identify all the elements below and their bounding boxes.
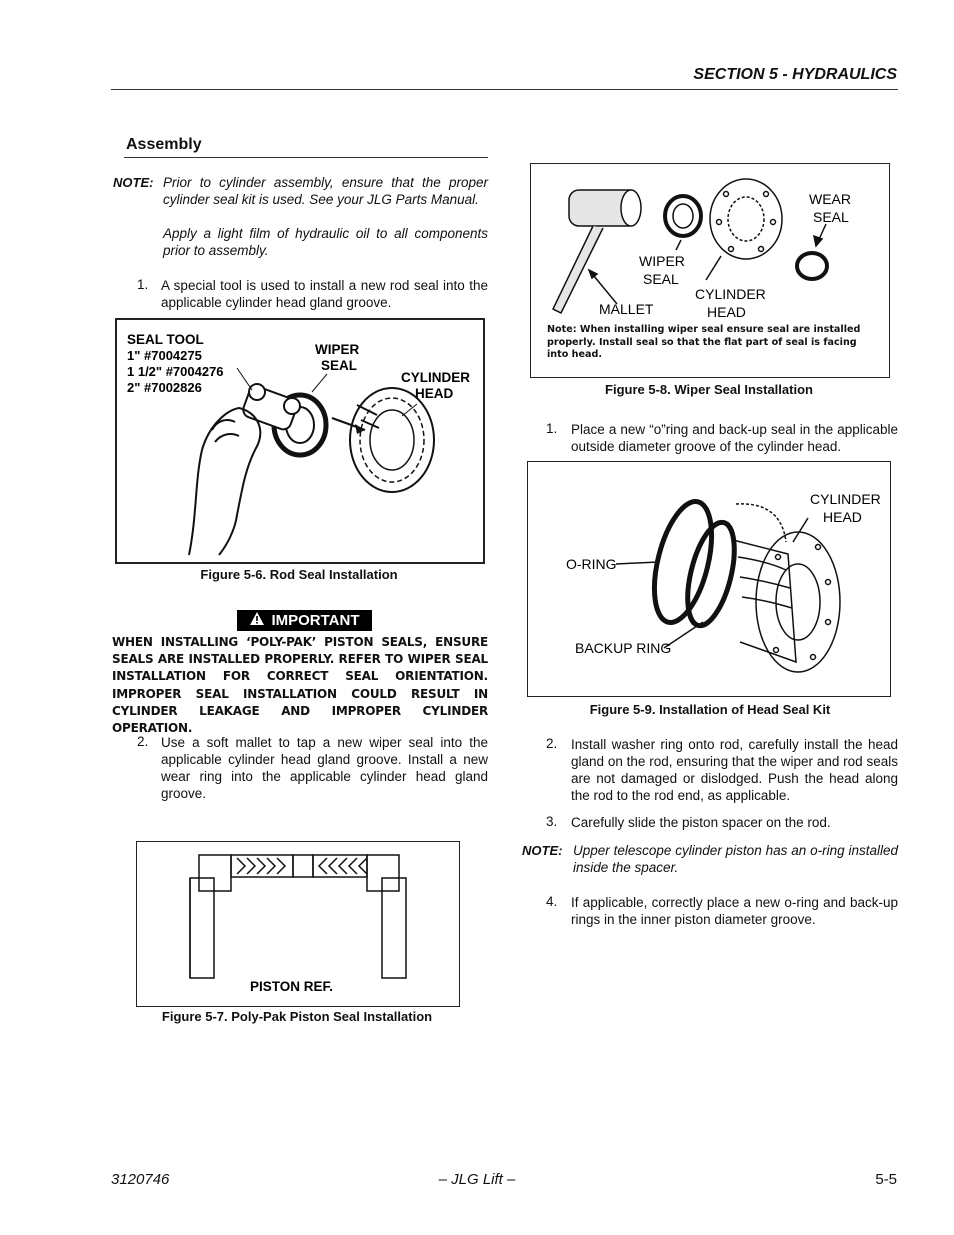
- seal-tool-size-3: 2" #7002826: [127, 380, 202, 395]
- o-ring-drawing: [644, 496, 743, 630]
- note-text: Upper telescope cylinder piston has an o-ring installed inside the spacer.: [573, 843, 898, 875]
- seal-tool-size-2: 1 1/2" #7004276: [127, 364, 224, 379]
- important-text: WHEN INSTALLING ‘POLY-PAK’ PISTON SEALS, ENSURE SEALS ARE INSTALLED PROPERLY. REFER TO WIPER SEAL INSTALLATION FOR CORRECT SEAL ORIENTATION. IMPROPER SEAL INSTALLATION COULD RESULT IN CYLINDER LEAKAGE AND IMPROPER CYLINDER OPERATION.: [112, 635, 488, 736]
- note-label: NOTE:: [522, 843, 563, 858]
- step-number: 2.: [137, 734, 149, 749]
- figure-head-seal-kit: [527, 461, 891, 697]
- cylinder-head-drawing: [733, 504, 840, 672]
- section-header: SECTION 5 - HYDRAULICS: [693, 66, 897, 83]
- head-seal-kit-illustration: [528, 462, 890, 696]
- cylinder-head-drawing: [710, 179, 782, 259]
- wiper-label: WIPER: [315, 342, 360, 357]
- note-label: NOTE:: [113, 175, 154, 190]
- seal-tool-drawing: [189, 368, 434, 555]
- assembly-heading: Assembly: [126, 136, 202, 153]
- head-label: HEAD: [823, 509, 862, 525]
- o-ring-label: O-RING: [566, 556, 617, 572]
- rod-seal-illustration: [117, 320, 483, 562]
- seal-label: SEAL: [321, 358, 358, 373]
- footer-doc-number: 3120746: [111, 1171, 170, 1188]
- figure-5-7-caption: Figure 5-7. Poly-Pak Piston Seal Installation: [161, 1009, 433, 1024]
- wiper-seal-note: Note: When installing wiper seal ensure seal are installed properly. Install seal so that the flat part of seal is facing into head.: [547, 324, 861, 360]
- cylinder-label: CYLINDER: [401, 370, 471, 385]
- wiper-seal-drawing: [665, 196, 701, 236]
- poly-pak-illustration: [137, 842, 459, 1006]
- seal-label: SEAL: [813, 209, 849, 225]
- seal-tool-label: SEAL TOOL: [127, 332, 204, 347]
- wear-label: WEAR: [809, 191, 851, 207]
- figure-rod-seal-installation: [115, 318, 485, 564]
- backup-ring-label: BACKUP RING: [575, 640, 672, 656]
- header-rule: [111, 89, 898, 90]
- step-number: 1.: [546, 421, 558, 436]
- step-text: Place a new “o”ring and back-up seal in the applicable outside diameter groove of the cylinder head.: [571, 422, 898, 454]
- figure-poly-pak-piston-seal: [136, 841, 460, 1007]
- wiper-label: WIPER: [639, 253, 685, 269]
- note-text-1: Prior to cylinder assembly, ensure that the proper cylinder seal kit is used. See your JLG Parts Manual.: [163, 175, 488, 207]
- step-number: 1.: [137, 277, 149, 292]
- head-label: HEAD: [415, 386, 454, 401]
- step-number: 3.: [546, 814, 558, 829]
- seal-tool-size-1: 1" #7004275: [127, 348, 202, 363]
- step-text: If applicable, correctly place a new o-ring and back-up rings in the inner piston diameter groove.: [571, 895, 898, 927]
- mallet-label: MALLET: [599, 301, 654, 317]
- important-badge: [237, 610, 372, 631]
- mallet-drawing: [553, 190, 641, 313]
- figure-5-6-caption: Figure 5-6. Rod Seal Installation: [200, 567, 398, 582]
- step-number: 4.: [546, 894, 558, 909]
- seal-label: SEAL: [643, 271, 679, 287]
- important-label: IMPORTANT: [271, 612, 360, 629]
- piston-ref-label: PISTON REF.: [250, 979, 334, 994]
- warning-icon: [249, 611, 265, 630]
- piston-seal-drawing: [190, 855, 406, 978]
- figure-wiper-seal-installation: [530, 163, 890, 378]
- step-number: 2.: [546, 736, 558, 751]
- figure-5-8-caption: Figure 5-8. Wiper Seal Installation: [605, 382, 813, 397]
- footer-page-number: 5-5: [875, 1171, 897, 1188]
- step-text: Use a soft mallet to tap a new wiper seal into the applicable cylinder head gland groove. Install a new wear ring into the applicable cylinder head gland groove.: [161, 735, 488, 801]
- head-label: HEAD: [707, 304, 746, 320]
- step-text: Install washer ring onto rod, carefully install the head gland on the rod, ensuring that the wiper and rod seals are not damaged or dislodged. Push the head along the rod to the rod end, as applicable.: [571, 737, 898, 803]
- wear-seal-drawing: [797, 253, 827, 279]
- cylinder-label: CYLINDER: [695, 286, 766, 302]
- step-text: A special tool is used to install a new rod seal into the applicable cylinder head gland groove.: [161, 278, 488, 310]
- cylinder-label: CYLINDER: [810, 491, 881, 507]
- note-text-2: Apply a light film of hydraulic oil to all components prior to assembly.: [163, 226, 488, 258]
- step-text: Carefully slide the piston spacer on the rod.: [571, 815, 831, 830]
- wiper-seal-illustration: [531, 164, 889, 377]
- figure-5-9-caption: Figure 5-9. Installation of Head Seal Kit: [589, 702, 831, 717]
- assembly-heading-rule: [124, 157, 488, 158]
- footer-title: – JLG Lift –: [438, 1171, 516, 1188]
